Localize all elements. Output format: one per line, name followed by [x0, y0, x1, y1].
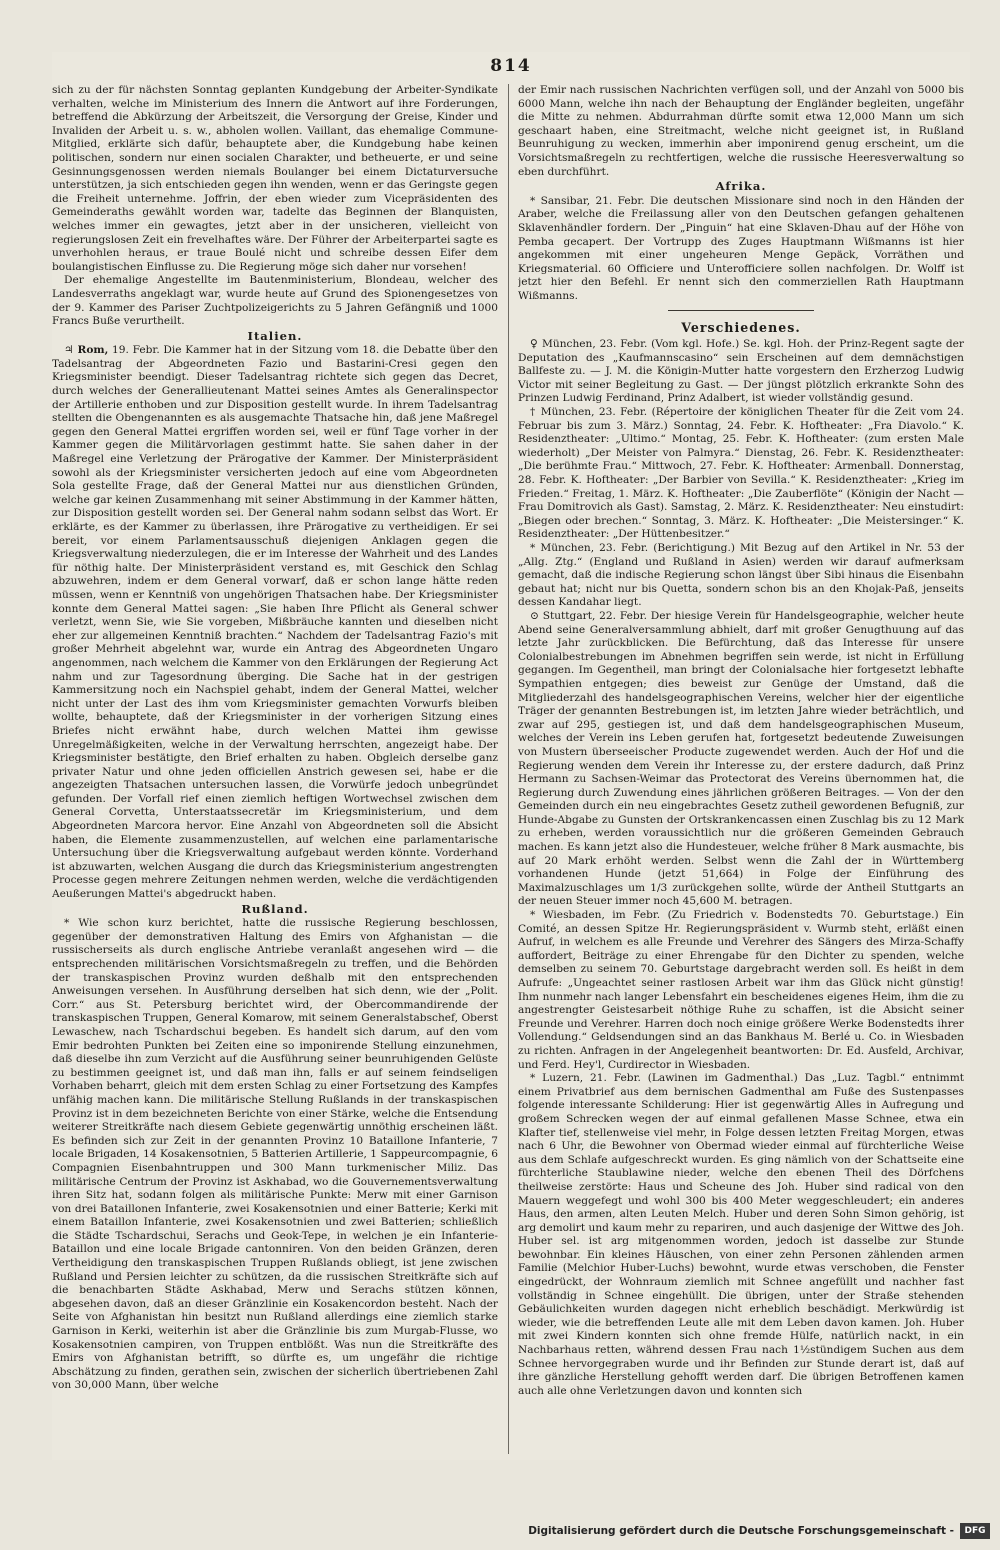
right-column — [518, 84, 964, 1454]
text-columns — [52, 84, 970, 1454]
article-paragraph: * München, 23. Febr. (Berichtigung.) Mit Bezug auf den Artikel in Nr. 53 der „Allg. Ztg.“ (England und Rußland in Asien) werden wir darauf aufmerksam gemacht, daß die indische Regierung schon längst über Sibi hinaus die Eisenbahn gebaut hat; nicht nur bis Quetta, sondern schon bis an den Khojak-Paß, jenseits dessen Kandahar liegt. — [518, 542, 964, 609]
article-paragraph — [52, 344, 498, 901]
article-paragraph: sich zu der für nächsten Sonntag geplanten Kundgebung der Arbeiter-Syndikate verhalten, welche im Ministerium des Innern die Antwort auf ihre Forderungen, betreffend die Abkürzung der Arbeitszeit, die Versorgung der Greise, Kinder und Invaliden der Arbeit u. s. w., abholen wollen. Vaillant, das ehemalige Commune-Mitglied, erklärte sich dafür, behauptete aber, die Kundgebung habe keinen politischen, sondern nur einen socialen Charakter, und betheuerte, er und seine Gesinnungsgenossen werden niemals Boulanger bei einem Dictaturversuche unterstützen, ja sich entschieden gegen ihn wenden, wenn er das Geringste gegen die Freiheit unternehme. Joffrin, der eben wieder zum Vicepräsidenten des Gemeinderaths gewählt worden war, tadelte das Beginnen der Blanquisten, welches immer ein gewagtes, jetzt aber in der unsicheren, vielleicht von regierungslosen Zeit ein frevelhaftes wäre. Der Führer der Arbeiterpartei sagte es unverhohlen heraus, er traue Boulé nicht und schreibe dessen Eifer dem boulangistischen Einflusse zu. Die Regierung möge sich daher nur vorsehen! — [52, 84, 498, 273]
article-paragraph: der Emir nach russischen Nachrichten verfügen soll, und der Anzahl von 5000 bis 6000 Mann, welche ihn nach der Behauptung der Engländer begleiten, ungefähr die Mitte zu nehmen. Abdurrahman dürfte somit etwa 12,000 Mann um sich geschaart haben, eine Streitmacht, welche nicht geeignet ist, in Rußland Beunruhigung zu wecken, immerhin aber imponirend genug erscheint, um die Vorsichtsmaßregeln zu rechtfertigen, welche die russische Heeresverwaltung so eben durchführt. — [518, 84, 964, 178]
newspaper-page — [52, 52, 970, 1460]
dateline: ♃ Rom, — [64, 344, 109, 357]
article-paragraph: * Luzern, 21. Febr. (Lawinen im Gadmenthal.) Das „Luz. Tagbl.“ entnimmt einem Privatbrief aus dem bernischen Gadmenthal am Fuße des Sustenpasses folgende interessante Schilderung: Hier ist gegenwärtig Alles in Aufregung und großem Schrecken wegen der auf einmal gefallenen Masse Schnee, etwa ein Klafter tief, stellenweise viel mehr, in Folge dessen letzten Freitag Morgen, etwas nach 6 Uhr, die Bewohner von Obermad wieder einmal auf fürchterliche Weise aus dem Schlafe aufgeschreckt wurden. Es ging nämlich von der Schattseite eine fürchterliche Staublawine nieder, welche den ebenen Theil des Dörfchens theilweise zerstörte: Haus und Scheune des Joh. Huber sind radical von den Mauern weggefegt und wohl 300 bis 400 Meter weggeschleudert; ein anderes Haus, den armen, alten Leuten Melch. Huber und deren Sohn Simon gehörig, ist arg demolirt und kaum mehr zu repariren, und auch dasjenige der Wittwe des Joh. Huber sel. ist arg mitgenommen worden, jedoch ist dasselbe zur Stunde bewohnbar. Ein kleines Häuschen, von einer zehn Personen zählenden armen Familie (Melchior Huber-Luchs) bewohnt, wurde etwas verschoben, die Fenster eingedrückt, der Wohnraum ziemlich mit Schnee angefüllt und nachher fast vollständig in Schnee eingehüllt. Die übrigen, unter der Straße stehenden Gebäulichkeiten wurden dagegen nicht erheblich beschädigt. Merkwürdig ist wieder, wie die betreffenden Leute alle mit dem Leben davon kamen. Joh. Huber mit zwei Kindern konnten sich ohne fremde Hülfe, natürlich nackt, in ein Nachbarhaus retten, während dessen Frau nach 1½stündigem Suchen aus dem Schnee hervorgegraben wurde und ihr Befinden zur Stunde derart ist, daß auf ihre gänzliche Herstellung gehofft werden darf. Die übrigen Betroffenen kamen auch alle ohne Verletzungen davon und konnten sich — [518, 1072, 964, 1397]
footer-credit: Digitalisierung gefördert durch die Deutsche Forschungsgemeinschaft - — [528, 1525, 954, 1537]
article-text: 19. Febr. Die Kammer hat in der Sitzung vom 18. die Debatte über den Tadelsantrag der Abgeordneten Fazio und Bastarini-Cresi gegen den Kriegsminister beendigt. Dieser Tadelsantrag richtete sich gegen das Decret, durch welches der Generallieutenant Mattei seines Amtes als Generalinspector der Artillerie enthoben und zur Disposition gestellt wurde. In ihrem Tadelsantrag stellten die Obengenannten es als ausgemachte Thatsache hin, daß jene Maßregel gegen den General Mattei ergriffen worden sei, weil er fünf Tage vorher in der Kammer gegen die Militärvorlagen gestimmt hatte. Sie sahen daher in der Maßregel eine Verletzung der Prärogative der Kammer. Der Ministerpräsident sowohl als der Kriegsminister versicherten jedoch auf eine vom Abgeordneten Sola gestellte Frage, daß der General Mattei nur aus dienstlichen Gründen, welche gar keinen Zusammenhang mit seiner Abstimmung in der Kammer hätten, zur Disposition gestellt worden sei. Der General nahm sodann selbst das Wort. Er erklärte, es der Kammer zu überlassen, ihre Prärogative zu vertheidigen. Er sei bereit, vor einem Parlamentsausschuß diejenigen Anklagen gegen die Kriegsverwaltung niederzulegen, die er im Interesse der Wahrheit und des Landes für nöthig halte. Der Ministerpräsident verstand es, mit Geschick den Schlag abzuwehren, indem er dem General vorwarf, daß er schon lange hätte reden müssen, wenn er Kenntniß von ungehörigen Thatsachen habe. Der Kriegsminister konnte dem General Mattei sagen: „Sie haben Ihre Pflicht als General schwer verletzt, wenn Sie, wie Sie vorgeben, Mißbräuche kannten und dieselben nicht eher zur allgemeinen Kenntniß brachten.“ Nachdem der Tadelsantrag Fazio's mit großer Mehrheit abgelehnt war, wurde ein Antrag des Abgeordneten Ungaro angenommen, nach welchem die Kammer von den Erklärungen der Regierung Act nahm und zur Tagesordnung überging. Die Sache hat in der gestrigen Kammersitzung noch ein Nachspiel gehabt, indem der General Mattei, welcher nicht unter der Last des ihm vom Kriegsminister gemachten Vorwurfs bleiben wollte, behauptete, daß der Kriegsminister in der vorherigen Sitzung eines Briefes nicht erwähnt habe, durch welchen Mattei ihm gewisse Unregelmäßigkeiten, welche in der Verwaltung herrschten, angezeigt habe. Der Kriegsminister bestätigte, den Brief erhalten zu haben. Obgleich derselbe ganz privater Natur und ohne jeden officiellen Anstrich gewesen sei, habe er die angezeigten Thatsachen untersuchen lassen, die Vorwürfe jedoch unbegründet gefunden. Der Vorfall rief einen ziemlich heftigen Wortwechsel zwischen dem General Corvetta, Unterstaatssecretär im Kriegsministerium, und dem Abgeordneten Marcora hervor. Eine Anzahl von Abgeordneten soll die Absicht haben, die Elemente zusammenzustellen, auf welchen eine parlamentarische Untersuchung über die Kriegsverwaltung aufgebaut werden könnte. Vorderhand ist abzuwarten, welchen Ausgang die durch das Kriegsministerium angestrengten Processe gegen mehrere Zeitungen nehmen werden, welche die verdächtigenden Aeußerungen Mattei's abgedruckt haben. — [52, 344, 498, 901]
section-rule — [668, 310, 814, 311]
section-heading-russland: Rußland. — [241, 901, 309, 916]
article-paragraph: * Wiesbaden, im Febr. (Zu Friedrich v. Bodenstedts 70. Geburtstage.) Ein Comité, an dessen Spitze Hr. Regierungspräsident v. Wurmb steht, erläßt einen Aufruf, in welchem es alle Freunde und Verehrer des Sängers des Mirza-Schaffy auffordert, Beiträge zu einer Ehrengabe für den Dichter zu spenden, welche demselben zu seinem 70. Geburtstage dargebracht werden soll. Es heißt in dem Aufrufe: „Ungeachtet seiner rastlosen Arbeit war ihm das Glück nicht günstig! Ihm nunmehr nach langer Lebensfahrt ein bescheidenes eigenes Heim, ihm die zu angestrengter Geistesarbeit nöthige Ruhe zu schaffen, ist die Absicht seiner Freunde und Verehrer. Harren doch noch einige größere Werke Bodenstedts ihrer Vollendung.“ Geldsendungen sind an das Bankhaus M. Berlé u. Co. in Wiesbaden zu richten. Anfragen in der Angelegenheit beantworten: Dr. Ed. Ausfeld, Archivar, und Ferd. Hey'l, Curdirector in Wiesbaden. — [518, 909, 964, 1071]
article-paragraph: * Sansibar, 21. Febr. Die deutschen Missionare sind noch in den Händen der Araber, welche die Freilassung aller von den Deutschen gefangen gehaltenen Sklavenhändler fordern. Der „Pinguin“ hat eine Sklaven-Dhau auf der Höhe von Pemba gecapert. Der Vortrupp des Zuges Hauptmann Wißmanns ist hier angekommen mit einer ungeheuren Menge Gepäck, Vorräthen und Kriegsmaterial. 60 Officiere und Unterofficiere sollen nachfolgen. Dr. Wolff ist jetzt hier den Befehl. Er nennt sich den commerziellen Rath Hauptmann Wißmanns. — [518, 194, 964, 302]
left-column — [52, 84, 498, 1454]
column-divider — [508, 84, 509, 1454]
article-paragraph: * Wie schon kurz berichtet, hatte die russische Regierung beschlossen, gegenüber der demonstrativen Haltung des Emirs von Afghanistan — die russischerseits als durch englische Antriebe veranlaßt angesehen wird — die entsprechenden militärischen Vorsichtsmaßregeln zu treffen, und die Behörden der transkaspischen Provinz wurden deßhalb mit den entsprechenden Anweisungen versehen. In Ausführung derselben hat sich denn, wie der „Polit. Corr.“ aus St. Petersburg berichtet wird, der Obercommandirende der transkaspischen Truppen, General Komarow, mit seinem Generalstabschef, Oberst Lewaschew, nach Tschardschui begeben. Es handelt sich darum, auf den vom Emir bedrohten Punkten bei Zeiten eine so imponirende Stellung einzunehmen, daß dieselbe ihn zum Verzicht auf die Ausführung seiner beunruhigenden Gelüste zu bestimmen geeignet ist, und daß man ihn, falls er auf seinem feindseligen Vorhaben beharrt, gleich mit dem ersten Schlag zu einer Fortsetzung des Kampfes unfähig machen kann. Die militärische Stellung Rußlands in der transkaspischen Provinz ist in dem bezeichneten Berichte von einer Stärke, welche die Entsendung weiterer Streitkräfte nach diesem Gebiete gegenwärtig unnöthig erscheinen läßt. Es befinden sich zur Zeit in der genannten Provinz 10 Bataillone Infanterie, 7 locale Brigaden, 14 Kosakensotnien, 5 Batterien Artillerie, 1 Sappeurcompagnie, 6 Compagnien Eisenbahntruppen und 300 Mann turkmenischer Miliz. Das militärische Centrum der Provinz ist Askhabad, wo die Gouvernementsverwaltung ihren Sitz hat, sodann folgen als militärische Punkte: Merw mit einer Garnison von drei Bataillonen Infanterie, zwei Kosakensotnien und einer Batterie; Kerki mit einem Bataillon Infanterie, zwei Kosakensotnien und zwei Batterien; schließlich die Städte Tschardschui, Serachs und Geok-Tepe, in welchen je ein Infanterie-Bataillon und eine locale Brigade cantonniren. Von den beiden Gränzen, deren Vertheidigung den transkaspischen Truppen Rußlands obliegt, ist jene zwischen Rußland und Persien leichter zu schützen, da die russischen Streitkräfte sich auf die benachbarten Städte Askhabad, Merw und Serachs stützen können, abgesehen davon, daß an dieser Gränzlinie ein Kosakencordon besteht. Nach der Seite von Afghanistan hin besitzt nun Rußland allerdings eine ziemlich starke Garnison in Kerki, weiterhin ist aber die Gränzlinie bis zum Murgab-Flusse, wo Kosakensotnien campiren, von Truppen entblößt. Was nun die Streitkräfte des Emirs von Afghanistan betrifft, so dürfte es, um ungefähr die richtige Abschätzung zu finden, gerathen sein, zwischen der sicherlich übertriebenen Zahl von 30,000 Mann, über welche — [52, 917, 498, 1392]
article-paragraph: ♀ München, 23. Febr. (Vom kgl. Hofe.) Se. kgl. Hoh. der Prinz-Regent sagte der Deputation des „Kaufmannscasino“ sein Erscheinen auf dem demnächstigen Ballfeste zu. — J. M. die Königin-Mutter hatte vorgestern den Erzherzog Ludwig Victor mit seiner Begleitung zu Gast. — Der jüngst plötzlich erkrankte Sohn des Prinzen Ludwig Ferdinand, Prinz Adalbert, ist wieder vollständig gesund. — [518, 338, 964, 405]
section-heading-verschiedenes: Verschiedenes. — [681, 319, 801, 335]
page-number: 814 — [490, 56, 532, 76]
section-heading-italien: Italien. — [247, 328, 303, 343]
article-paragraph: † München, 23. Febr. (Répertoire der königlichen Theater für die Zeit vom 24. Februar bis zum 3. März.) Sonntag, 24. Febr. K. Hoftheater: „Fra Diavolo.“ K. Residenztheater: „Ultimo.“ Montag, 25. Febr. K. Hoftheater: (zum ersten Male wiederholt) „Der Meister von Palmyra.“ Dienstag, 26. Febr. K. Residenztheater: „Die berühmte Frau.“ Mittwoch, 27. Febr. K. Hoftheater: Armenball. Donnerstag, 28. Febr. K. Hoftheater: „Der Barbier von Sevilla.“ K. Residenztheater: „Krieg im Frieden.“ Freitag, 1. März. K. Hoftheater: „Die Zauberflöte“ (Königin der Nacht — Frau Domitrovich als Gast). Samstag, 2. März. K. Residenztheater: Neu einstudirt: „Biegen oder brechen.“ Sonntag, 3. März. K. Hoftheater: „Die Meistersinger.“ K. Residenztheater: „Der Hüttenbesitzer.“ — [518, 406, 964, 541]
dfg-logo: DFG — [960, 1523, 990, 1539]
footer — [0, 1522, 1000, 1544]
article-paragraph: Der ehemalige Angestellte im Bautenministerium, Blondeau, welcher des Landesverraths angeklagt war, wurde heute auf Grund des Spionengesetzes von der 9. Kammer des Pariser Zuchtpolizeigerichts zu 5 Jahren Gefängniß und 1000 Francs Buße verurtheilt. — [52, 274, 498, 328]
section-heading-afrika: Afrika. — [715, 179, 767, 194]
article-paragraph: ⊙ Stuttgart, 22. Febr. Der hiesige Verein für Handelsgeographie, welcher heute Abend seine Generalversammlung abhielt, darf mit großer Genugthuung auf das letzte Jahr zurückblicken. Die Befürchtung, daß das Interesse für unsere Colonialbestrebungen im Abnehmen begriffen sein werde, ist nicht in Erfüllung gegangen. Im Gegentheil, man bringt der Colonialsache hier fortgesetzt lebhafte Sympathien entgegen; dies beweist zur Genüge der Umstand, daß die Mitgliederzahl des handelsgeographischen Vereins, welcher hier der eigentliche Träger der genannten Bestrebungen ist, im letzten Jahre wieder beträchtlich, und zwar auf 295, gestiegen ist, und daß dem handelsgeographischen Museum, welches der Verein ins Leben gerufen hat, fortgesetzt bedeutende Zuweisungen von Mustern überseeischer Producte zugewendet werden. Auch der Hof und die Regierung wenden dem Verein ihr Interesse zu, der erstere dadurch, daß Prinz Hermann zu Sachsen-Weimar das Protectorat des Vereins übernommen hat, die Regierung durch Zuwendung eines jährlichen größeren Beitrages. — Von der den Gemeinden durch ein neu eingebrachtes Gesetz zutheil gewordenen Befugniß, zur Hunde-Abgabe zu Gunsten der Ortskrankencassen einen Zuschlag bis zu 12 Mark zu erheben, werden voraussichtlich nur die größeren Gemeinden Gebrauch machen. Es kann jetzt also die Hundesteuer, welche früher 8 Mark ausmachte, bis auf 20 Mark erhöht werden. Selbst wenn die Zahl der in Württemberg vorhandenen Hunde (jetzt 51,664) in Folge der Einführung des Maximalzuschlages um 1/3 zurückgehen sollte, würde der Antheil Stuttgarts an der neuen Steuer immer noch 45,600 M. betragen. — [518, 609, 964, 908]
